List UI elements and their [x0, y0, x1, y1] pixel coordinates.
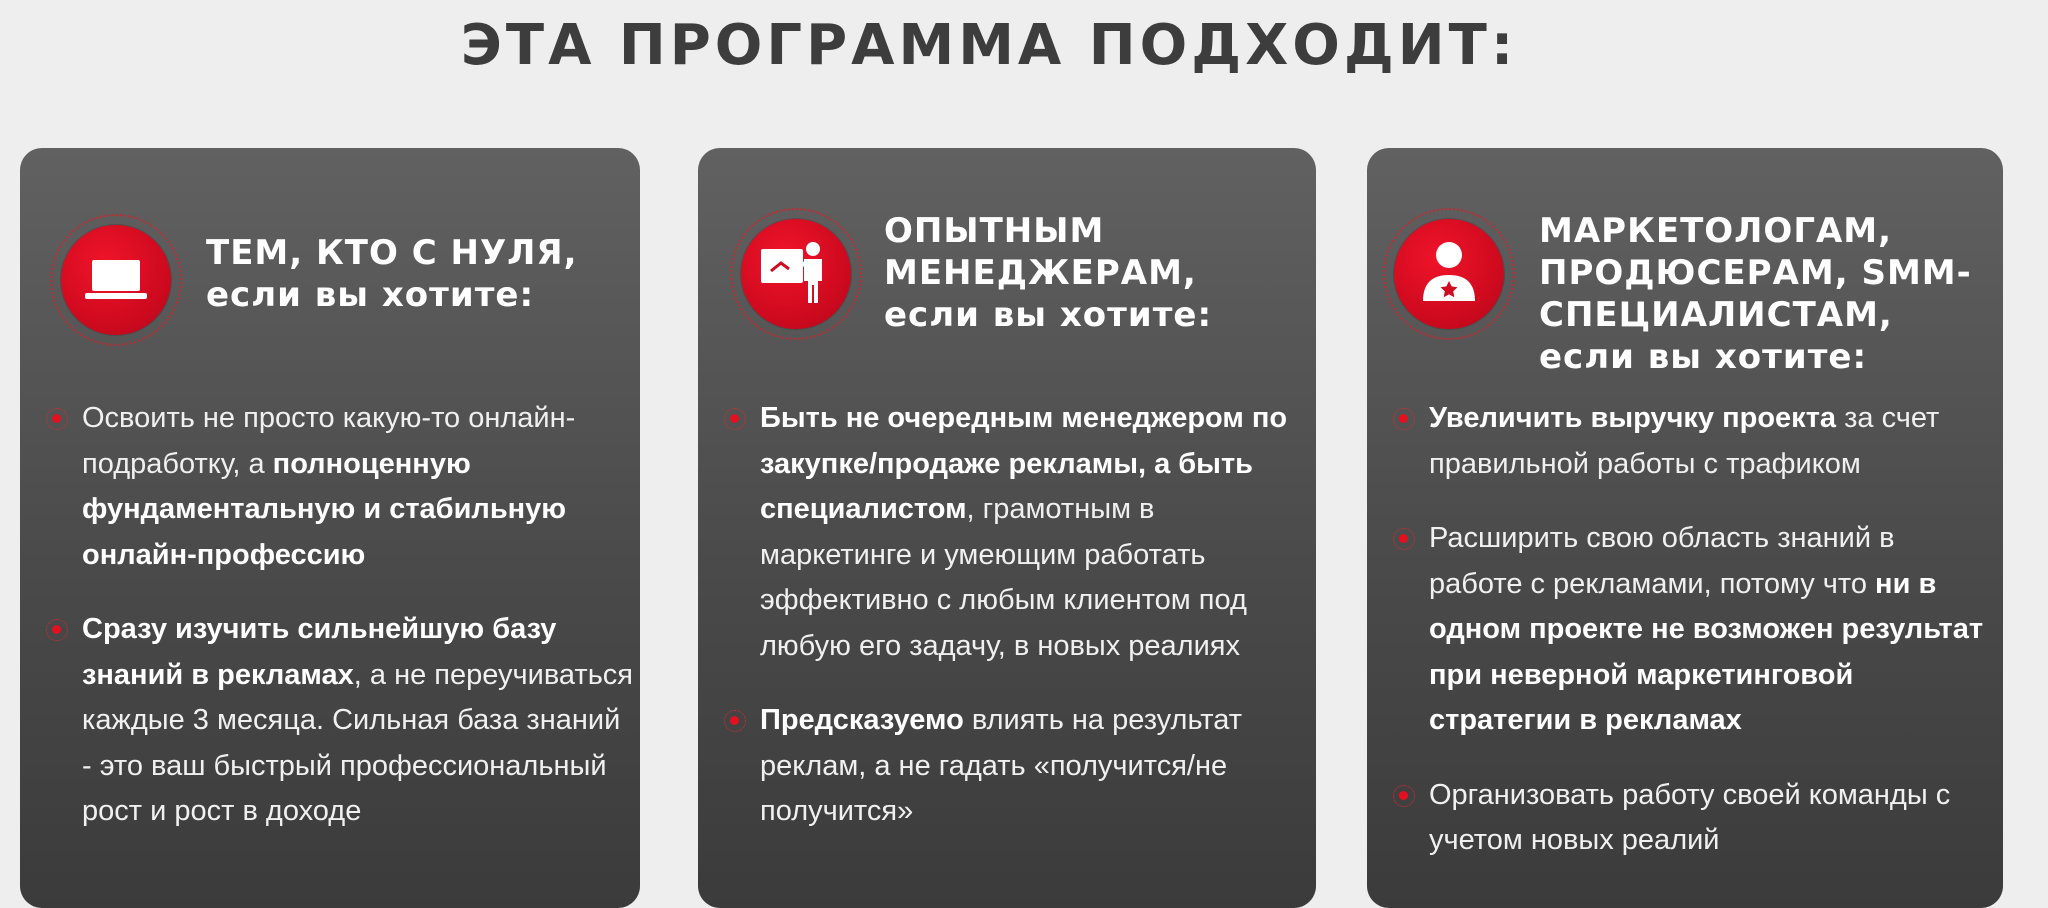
- benefit-item: [1393, 773, 1993, 864]
- item-text: Расширить свою область знаний в работе с рекламами, потому что: [1429, 522, 1895, 600]
- heading-line: если вы хотите:: [1539, 337, 1868, 377]
- bullet-dot-icon: [1393, 528, 1415, 550]
- heading-line: ОПЫТНЫМ: [884, 211, 1105, 251]
- page-title: ЭТА ПРОГРАММА ПОДХОДИТ:: [460, 13, 1518, 78]
- bullet-dot-icon: [1393, 785, 1415, 807]
- item-text: за счет правильной работы с трафиком: [1429, 402, 1940, 480]
- emphasis-text: Предсказуемо: [760, 704, 964, 736]
- audience-card-marketers: [1367, 148, 2003, 908]
- item-text: влиять на результат реклам, а не гадать «получится/не получится»: [760, 704, 1243, 827]
- item-text: , а не переучиваться каждые 3 месяца. Сильная база знаний - это ваш быстрый профессиональный рост и рост в доходе: [82, 658, 634, 827]
- icon-badge: [50, 214, 182, 346]
- benefit-item: [46, 607, 636, 835]
- presenter-icon: [741, 219, 851, 329]
- emphasis-text: Быть не очередным менеджером по закупке/продаже рекламы, а быть специалистом: [760, 402, 1288, 525]
- heading-line: если вы хотите:: [884, 295, 1213, 335]
- emphasis-text: полноценную фундаментальную и стабильную онлайн-профессию: [82, 447, 567, 571]
- benefit-list: [724, 396, 1314, 864]
- card-heading: [884, 210, 1304, 336]
- bullet-dot-icon: [1393, 408, 1415, 430]
- icon-badge: [1383, 208, 1515, 340]
- bullet-dot-icon: [724, 710, 746, 732]
- audience-card-managers: [698, 148, 1316, 908]
- heading-line: если вы хотите:: [206, 275, 535, 315]
- emphasis-text: Увеличить выручку проекта: [1429, 402, 1837, 434]
- emphasis-text: ни в одном проекте не возможен результат при неверной маркетинговой стратегии в рекламах: [1429, 567, 1984, 736]
- item-text: Организовать работу своей команды с учетом новых реалий: [1429, 778, 1951, 856]
- bullet-dot-icon: [46, 408, 68, 430]
- benefit-item: [1393, 516, 1993, 744]
- heading-line: ТЕМ, КТО С НУЛЯ,: [206, 233, 578, 273]
- benefit-list: [1393, 396, 1993, 893]
- benefit-list: [46, 396, 636, 864]
- benefit-item: [724, 698, 1314, 835]
- heading-line: МЕНЕДЖЕРАМ,: [884, 253, 1197, 293]
- bullet-dot-icon: [46, 619, 68, 641]
- benefit-item: [46, 396, 636, 578]
- benefit-item: [1393, 396, 1993, 487]
- item-text: Освоить не просто какую-то онлайн-подработку, а: [82, 402, 576, 480]
- icon-badge: [730, 208, 862, 340]
- audience-card-beginners: [20, 148, 640, 908]
- item-text: , грамотным в маркетинге и умеющим работать эффективно с любым клиентом под любую его задачу, в новых реалиях: [760, 493, 1247, 662]
- card-heading: [206, 232, 626, 316]
- user-badge-icon: [1394, 219, 1504, 329]
- heading-line: ПРОДЮСЕРАМ, SMM-: [1539, 253, 1972, 293]
- heading-line: МАРКЕТОЛОГАМ,: [1539, 211, 1893, 251]
- heading-line: СПЕЦИАЛИСТАМ,: [1539, 295, 1893, 335]
- bullet-dot-icon: [724, 408, 746, 430]
- card-heading: [1539, 210, 1989, 378]
- benefit-item: [724, 396, 1314, 669]
- laptop-icon: [61, 225, 171, 335]
- emphasis-text: Сразу изучить сильнейшую базу знаний в рекламах: [82, 613, 557, 691]
